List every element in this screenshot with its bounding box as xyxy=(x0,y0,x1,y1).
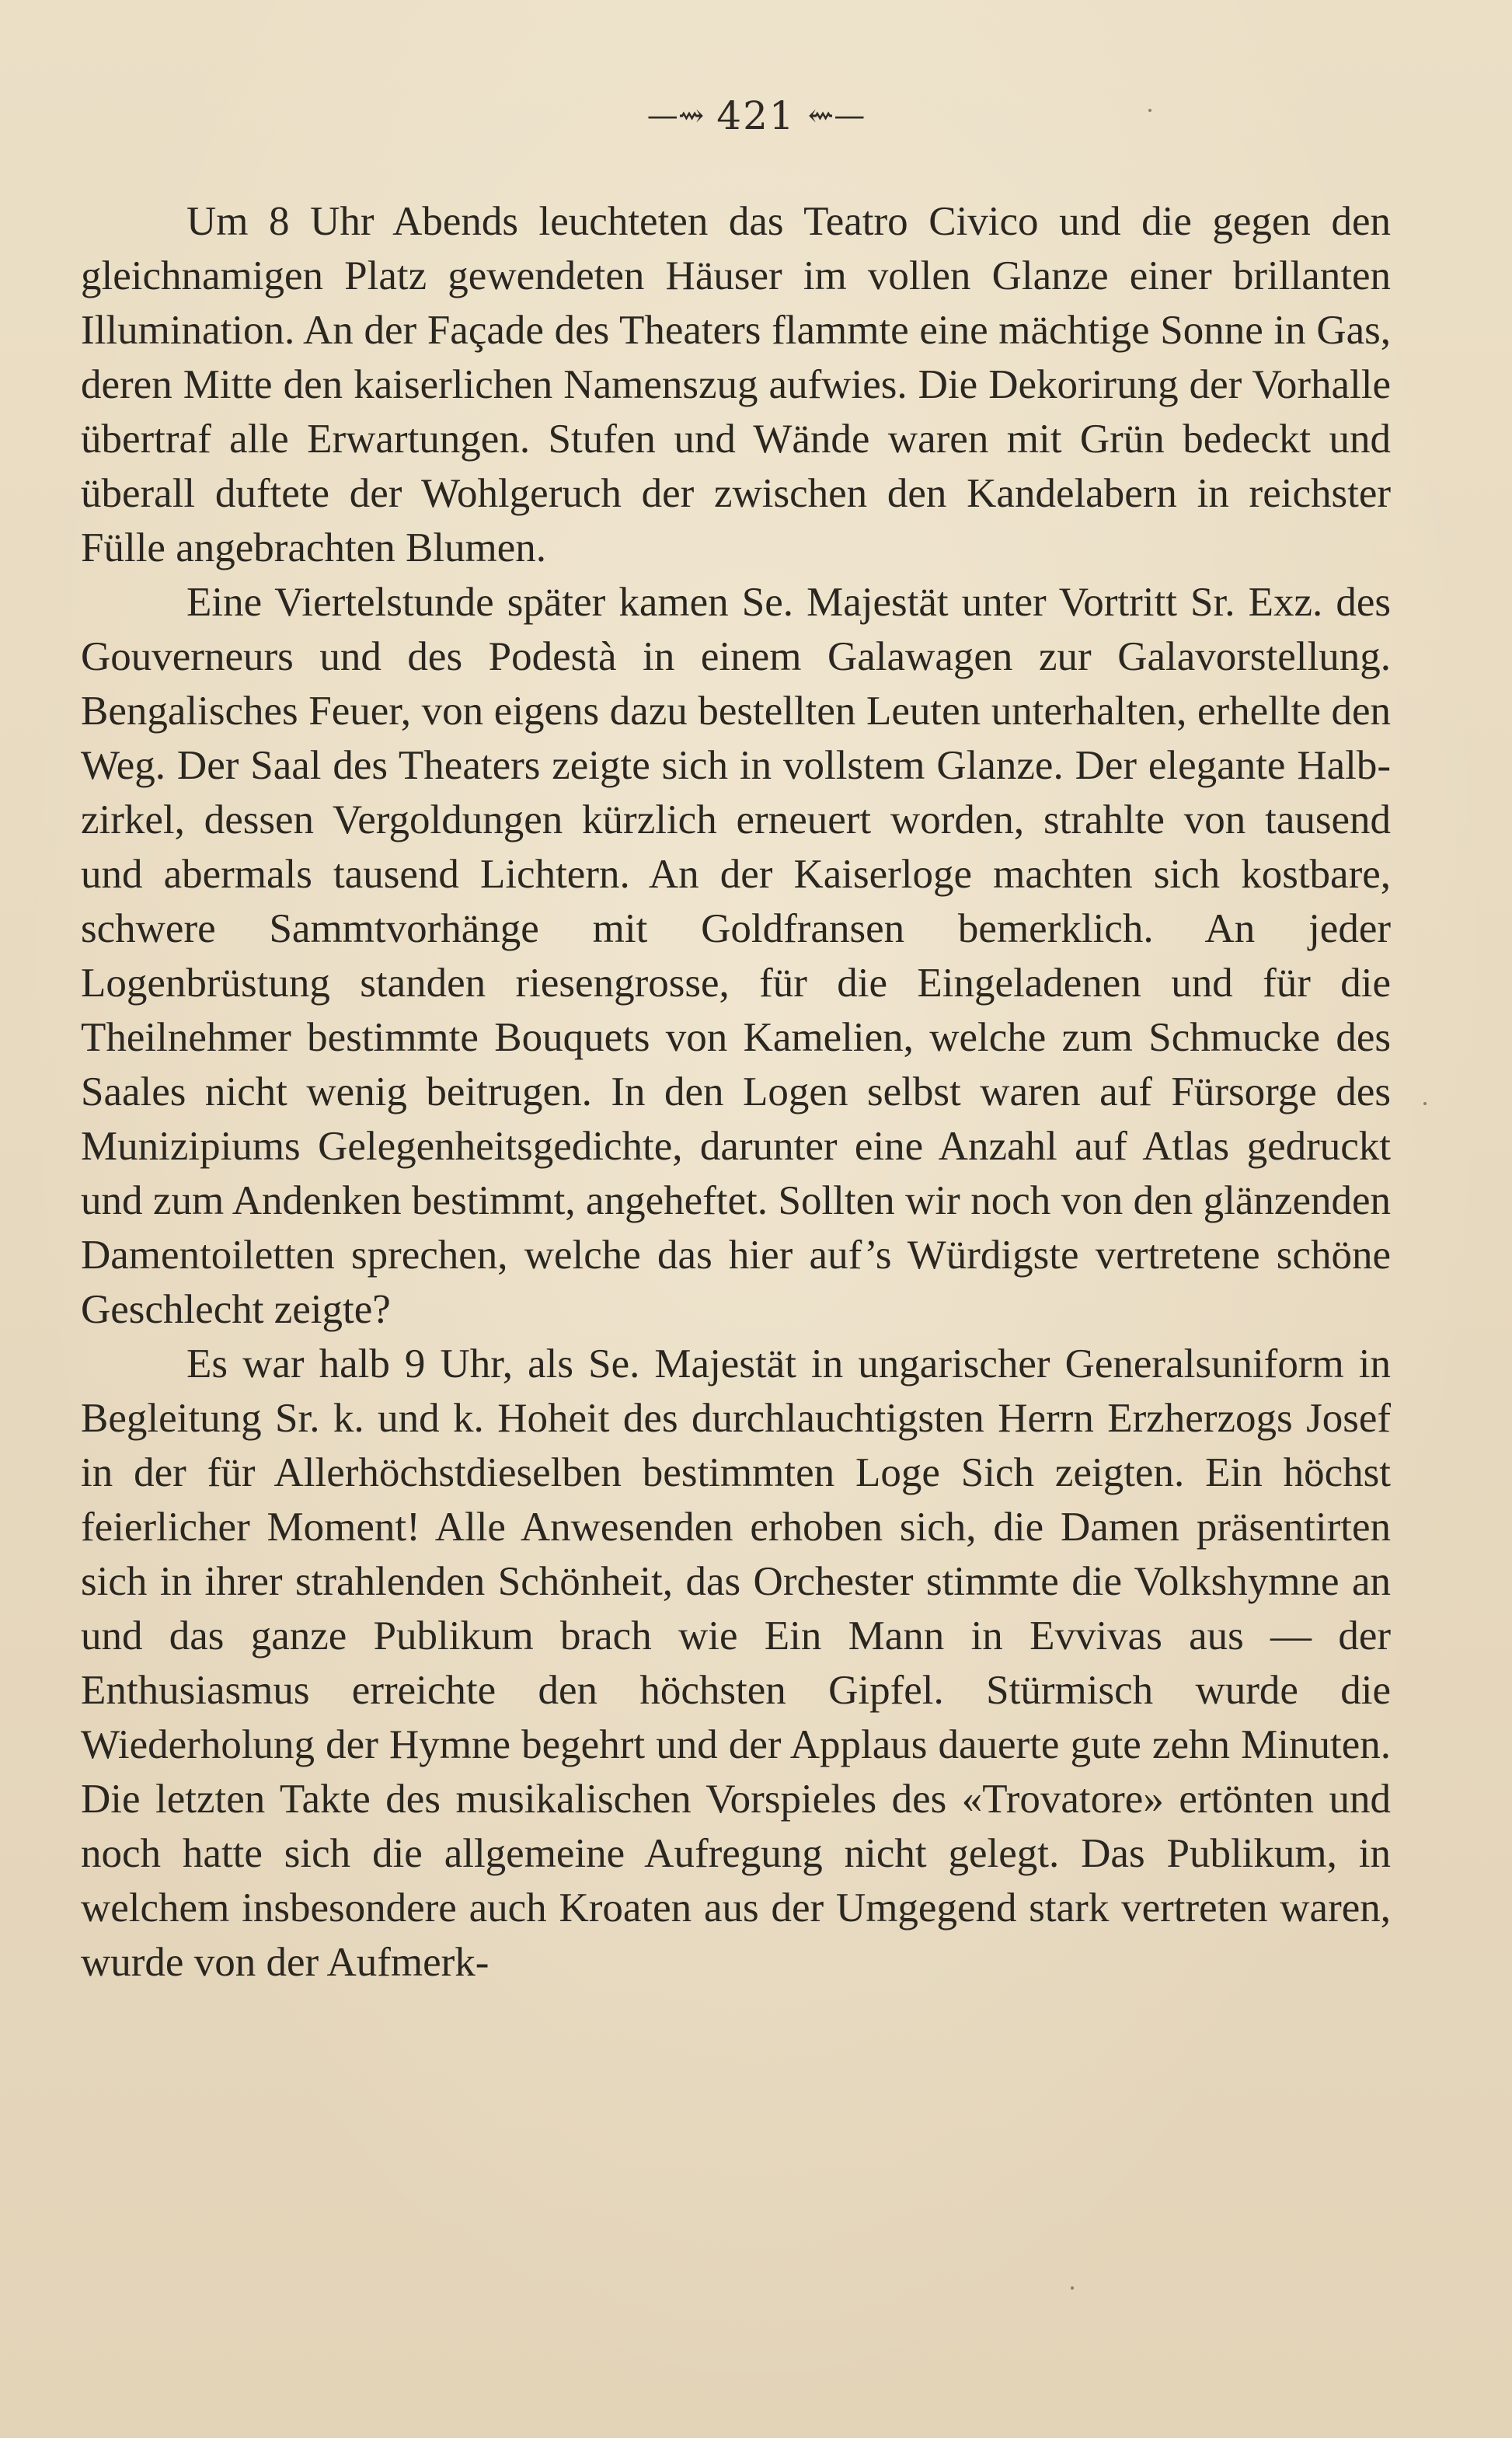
left-ornament: —⇝ xyxy=(646,98,705,134)
page-number: 421 xyxy=(716,93,796,138)
paragraph-2: Eine Viertelstunde später kamen Se. Majestät unter Vortritt Sr. Exz. des Gouverneurs und des Podestà in einem Galawagen zur Galavorstellung. Bengalisches Feuer, von eigens dazu bestellten Leuten unterhalten, erhellte den Weg. Der Saal des Theaters zeigte sich in vollstem Glanze. Der elegante Halbzirkel, dessen Vergoldungen kürzlich erneuert worden, strahlte von tausend und abermals tausend Lichtern. An der Kaiserloge machten sich kostbare, schwere Sammtvorhänge mit Goldfransen bemerklich. An jeder Logenbrüstung standen riesengrosse, für die Eingeladenen und für die Theilnehmer bestimmte Bouquets von Kamelien, welche zum Schmucke des Saales nicht wenig beitrugen. In den Logen selbst waren auf Fürsorge des Munizipiums Gelegenheitsgedichte, darunter eine Anzahl auf Atlas gedruckt und zum Andenken bestimmt, angeheftet. Sollten wir noch von den glänzenden Damentoiletten sprechen, welche das hier auf’s Würdigste vertretene schöne Geschlecht zeigte? xyxy=(81,580,1391,1332)
page-header xyxy=(0,93,1512,138)
paper-speck xyxy=(1423,1102,1427,1105)
paper-speck xyxy=(1148,109,1151,112)
body-text xyxy=(81,194,1391,1990)
paper-speck xyxy=(1071,2286,1074,2290)
right-ornament: ⇜— xyxy=(807,98,866,134)
paragraph-1: Um 8 Uhr Abends leuchteten das Teatro Civico und die gegen den gleichnamigen Platz gewendeten Häuser im vollen Glanze einer brillanten Illumination. An der Façade des Theaters flammte eine mächtige Sonne in Gas, deren Mitte den kaiserlichen Namenszug aufwies. Die Dekorirung der Vorhalle übertraf alle Erwartungen. Stufen und Wände waren mit Grün bedeckt und überall duftete der Wohlgeruch der zwischen den Kandelabern in reichster Fülle angebrachten Blumen. xyxy=(81,199,1391,570)
paragraph-3: Es war halb 9 Uhr, als Se. Majestät in ungarischer Generalsuniform in Begleitung Sr. k. und k. Hoheit des durchlauchtigsten Herrn Erzherzogs Josef in der für Allerhöchstdieselben bestimmten Loge Sich zeigten. Ein höchst feierlicher Moment! Alle Anwesenden erhoben sich, die Damen präsentirten sich in ihrer strahlenden Schönheit, das Orchester stimmte die Volkshymne an und das ganze Publikum brach wie Ein Mann in Evvivas aus — der Enthusiasmus erreichte den höchsten Gipfel. Stürmisch wurde die Wiederholung der Hymne begehrt und der Applaus dauerte gute zehn Minuten. Die letzten Takte des musikalischen Vorspieles des «Trovatore» ertönten und noch hatte sich die allgemeine Aufregung nicht gelegt. Das Publikum, in welchem insbesondere auch Kroaten aus der Umgegend stark vertreten waren, wurde von der Aufmerk- xyxy=(81,1341,1391,1985)
